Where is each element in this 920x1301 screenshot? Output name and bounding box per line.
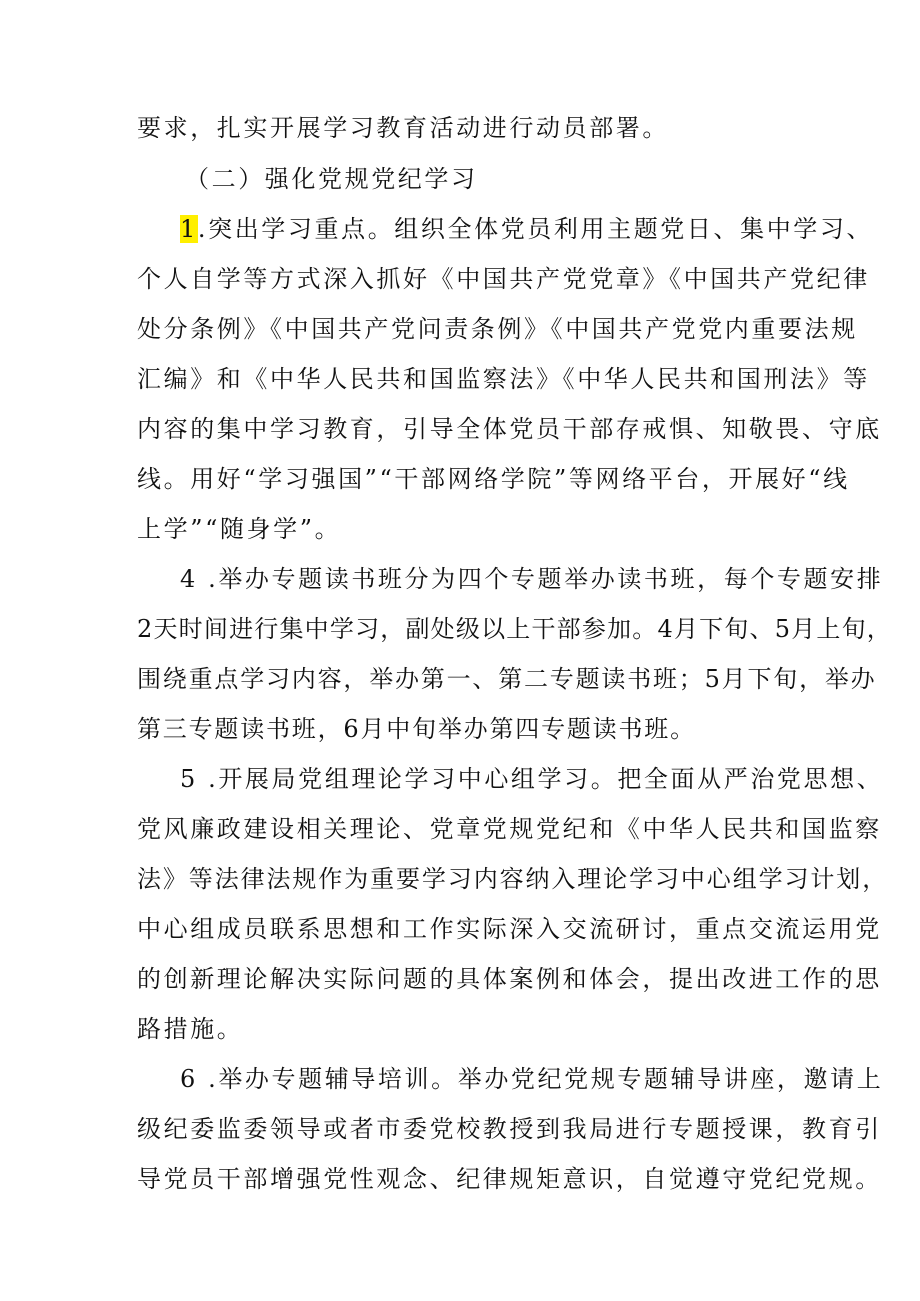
paragraph-line — [180, 213, 874, 245]
paragraph-line: 法》等法律法规作为重要学习内容纳入理论学习中心组学习计划， — [137, 865, 889, 893]
item-4-heading: 4 .举办专题读书班分为四个专题举办读书班，每个专题安排 — [180, 565, 884, 593]
paragraph-line: 第三专题读书班，6月中旬举办第四专题读书班。 — [137, 715, 696, 743]
paragraph-line: 导党员干部增强党性观念、纪律规矩意识，自觉遵守党纪党规。 — [137, 1165, 882, 1193]
paragraph-line: 2天时间进行集中学习，副处级以上干部参加。4月下旬、5月上旬， — [137, 615, 893, 643]
item-6-heading: 6 .举办专题辅导培训。举办党纪党规专题辅导讲座，邀请上 — [180, 1065, 884, 1093]
paragraph-line: 处分条例》《中国共产党问责条例》《中国共产党党内重要法规 — [137, 315, 858, 343]
item-1-heading: .突出学习重点。组织全体党员利用主题党日、集中学习、 — [197, 215, 874, 243]
paragraph-line: 中心组成员联系思想和工作实际深入交流研讨，重点交流运用党 — [137, 915, 882, 943]
section-heading: （二）强化党规党纪学习 — [185, 165, 478, 193]
paragraph-line: 内容的集中学习教育，引导全体党员干部存戒惧、知敬畏、守底 — [137, 415, 882, 443]
paragraph-line: 线。用好“学习强国”“干部网络学院”等网络平台，开展好“线 — [137, 465, 850, 493]
paragraph-line: 汇编》和《中华人民共和国监察法》《中华人民共和国刑法》等 — [137, 365, 870, 393]
paragraph-line: 级纪委监委领导或者市委党校教授到我局进行专题授课，教育引 — [137, 1115, 882, 1143]
paragraph-line: 上学”“随身学”。 — [137, 515, 342, 543]
paragraph-line: 的创新理论解决实际问题的具体案例和体会，提出改进工作的思 — [137, 965, 882, 993]
paragraph-line: 要求，扎实开展学习教育活动进行动员部署。 — [137, 114, 669, 142]
item-5-heading: 5 .开展局党组理论学习中心组学习。把全面从严治党思想、 — [180, 765, 884, 793]
paragraph-line: 个人自学等方式深入抓好《中国共产党党章》《中国共产党纪律 — [137, 265, 870, 293]
paragraph-line: 路措施。 — [137, 1015, 244, 1043]
paragraph-line: 围绕重点学习内容，举办第一、第二专题读书班；5月下旬，举办 — [137, 665, 877, 693]
highlighted-number: 1 — [180, 215, 198, 243]
paragraph-line: 党风廉政建设相关理论、党章党规党纪和《中华人民共和国监察 — [137, 815, 882, 843]
